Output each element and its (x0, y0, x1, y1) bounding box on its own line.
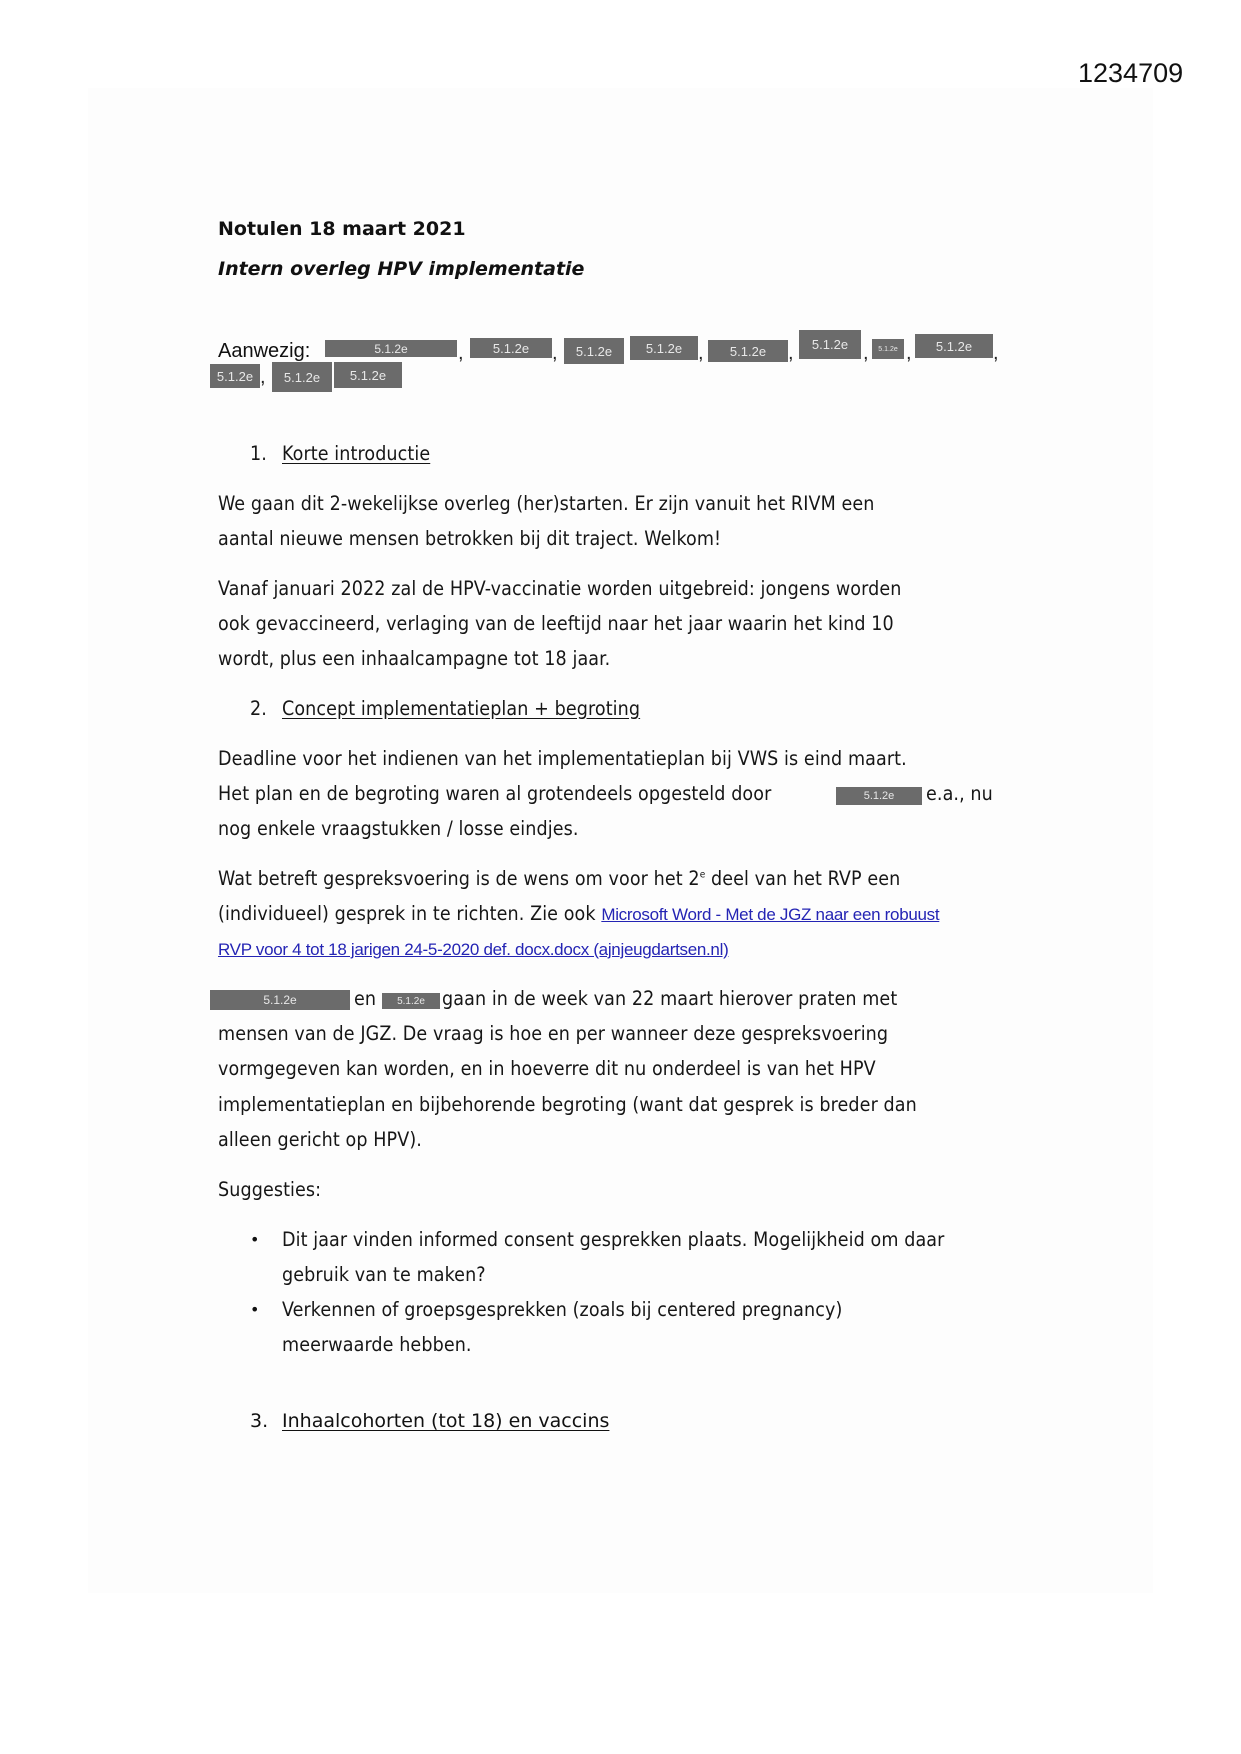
paragraph-line: implementatieplan en bijbehorende begroting (want dat gesprek is breder dan (218, 1093, 917, 1116)
section-number: 3. (250, 1410, 269, 1432)
paragraph-line: aantal nieuwe mensen betrokken bij dit traject. Welkom! (218, 527, 722, 550)
paragraph-line: wordt, plus een inhaalcampagne tot 18 jaar. (218, 647, 611, 670)
redacted-attendee: 5.1.2e (272, 362, 332, 392)
separator: , (260, 366, 266, 388)
section-heading-2 (250, 697, 640, 720)
text: Wat betreft gespreksvoering is de wens om voor het 2 (218, 867, 700, 890)
text: (individueel) gesprek in te richten. Zie ook (218, 902, 602, 925)
redacted-attendee: 5.1.2e (210, 364, 260, 388)
page-background (88, 88, 1153, 1593)
redacted-attendee: 5.1.2e (564, 338, 624, 364)
redacted-attendee: 5.1.2e (334, 362, 402, 388)
redacted-attendee: 5.1.2e (915, 334, 993, 358)
separator: , (458, 342, 464, 364)
separator: , (906, 342, 912, 364)
redacted-name: 5.1.2e (382, 993, 440, 1009)
section-number: 1. (250, 442, 267, 465)
text: deel van het RVP een (705, 867, 901, 890)
section-title: Korte introductie (282, 442, 431, 465)
redacted-attendee: 5.1.2e (708, 340, 788, 362)
document-title: Notulen 18 maart 2021 (218, 218, 466, 240)
paragraph-line: vormgegeven kan worden, en in hoeverre dit nu onderdeel is van het HPV (218, 1057, 876, 1080)
list-item-continued: gebruik van te maken? (282, 1263, 486, 1286)
paragraph-line: alleen gericht op HPV). (218, 1128, 422, 1151)
paragraph-line: We gaan dit 2-wekelijkse overleg (her)starten. Er zijn vanuit het RIVM een (218, 492, 875, 515)
suggestions-label: Suggesties: (218, 1178, 322, 1201)
bullet-icon: • (250, 1230, 260, 1249)
reference-link-continued[interactable]: RVP voor 4 tot 18 jarigen 24-5-2020 def. docx.docx (ajnjeugdartsen.nl) (218, 940, 729, 959)
conjunction: en (354, 987, 377, 1010)
section-heading-3 (250, 1410, 609, 1432)
redacted-attendee: 5.1.2e (325, 340, 457, 357)
redacted-name: 5.1.2e (836, 787, 922, 805)
paragraph-line (218, 867, 900, 890)
section-heading-1 (250, 442, 430, 465)
separator: , (552, 342, 558, 364)
separator: , (698, 342, 704, 364)
list-item-continued: meerwaarde hebben. (282, 1333, 472, 1356)
separator: , (993, 342, 999, 364)
list-item: Verkennen of groepsgesprekken (zoals bij centered pregnancy) (282, 1298, 843, 1321)
redacted-attendee: 5.1.2e (872, 339, 904, 359)
superscript: e (699, 869, 706, 881)
text: Het plan en de begroting waren al grotendeels opgesteld door (218, 782, 772, 805)
section-title: Inhaalcohorten (tot 18) en vaccins (282, 1410, 610, 1432)
document-id: 1234709 (1078, 58, 1184, 88)
attendees-label: Aanwezig: (218, 340, 311, 362)
paragraph-line (218, 940, 728, 960)
paragraph-line: nog enkele vraagstukken / losse eindjes. (218, 817, 579, 840)
paragraph-line: Vanaf januari 2022 zal de HPV-vaccinatie worden uitgebreid: jongens worden (218, 577, 902, 600)
paragraph-line: gaan in de week van 22 maart hierover praten met (442, 987, 898, 1010)
paragraph-line: e.a., nu (926, 782, 993, 805)
redacted-attendee: 5.1.2e (630, 336, 698, 360)
redacted-attendee: 5.1.2e (799, 330, 861, 359)
section-number: 2. (250, 697, 267, 720)
reference-link[interactable]: Microsoft Word - Met de JGZ naar een robuust (601, 905, 940, 924)
section-title: Concept implementatieplan + begroting (282, 697, 641, 720)
separator: , (788, 342, 794, 364)
redacted-attendee: 5.1.2e (470, 338, 552, 358)
paragraph-line: mensen van de JGZ. De vraag is hoe en per wanneer deze gespreksvoering (218, 1022, 889, 1045)
list-item: Dit jaar vinden informed consent gesprekken plaats. Mogelijkheid om daar (282, 1228, 945, 1251)
paragraph-line (218, 782, 771, 805)
paragraph-line: Deadline voor het indienen van het implementatieplan bij VWS is eind maart. (218, 747, 907, 770)
paragraph-line: ook gevaccineerd, verlaging van de leeftijd naar het jaar waarin het kind 10 (218, 612, 894, 635)
redacted-name: 5.1.2e (210, 990, 350, 1010)
bullet-icon: • (250, 1300, 260, 1319)
separator: , (863, 342, 869, 364)
document-subtitle: Intern overleg HPV implementatie (218, 258, 585, 280)
paragraph-line (218, 902, 939, 925)
